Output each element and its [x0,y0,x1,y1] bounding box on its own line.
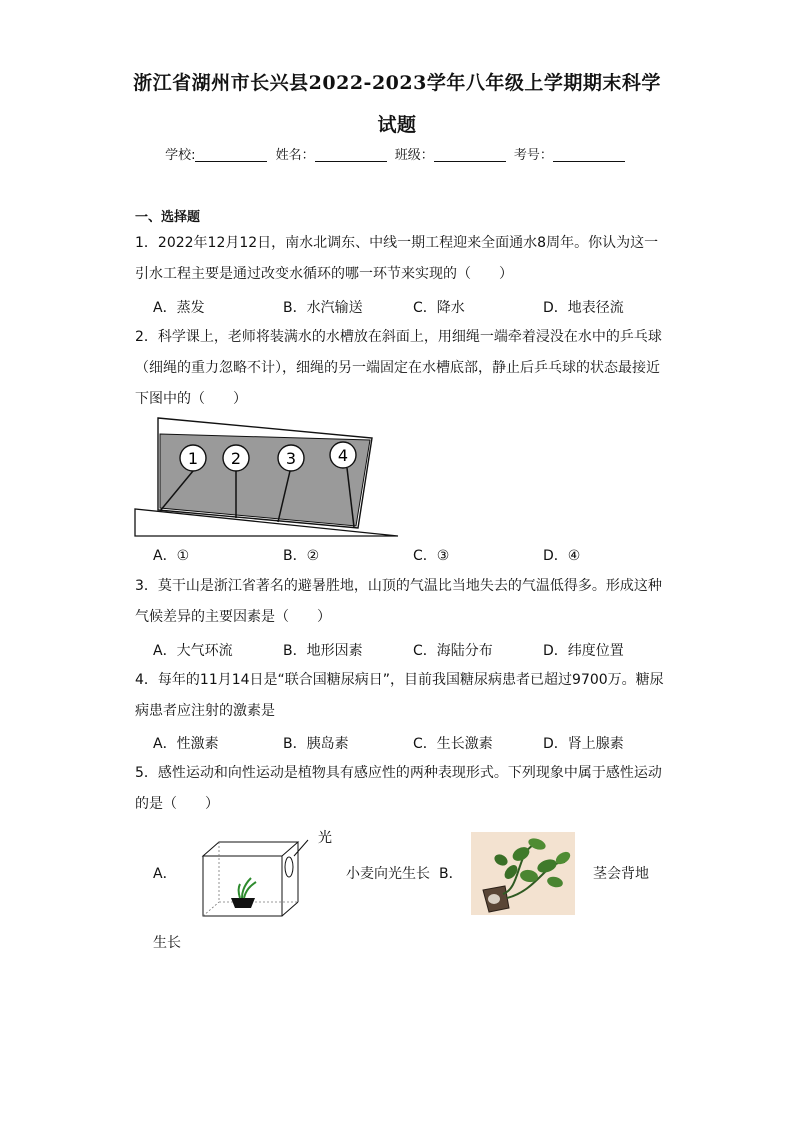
box-edge [282,902,298,916]
name-label: 姓名： [275,148,315,163]
ball-label-4: 4 [337,446,349,465]
pot-opening [488,894,500,904]
option-b-text: 茎会背地 [593,866,649,882]
option-a[interactable]: A．性激素 [153,736,219,752]
school-label: 学校: [165,148,196,163]
question-4-options [153,733,673,753]
option-a[interactable]: A．大气环流 [153,643,233,659]
potted-plant-photo [471,832,575,915]
box-top [203,842,298,856]
question-line: 1．2022年12月12日，南水北调东、中线一期工程迎来全面通水8周年。你认为这一 [135,235,659,251]
question-line: 4．每年的11月14日是“联合国糖尿病日”，目前我国糖尿病患者已超过9700万。糖尿 [135,672,664,688]
option-c[interactable]: C．降水 [413,300,465,316]
ball-label-1: 1 [187,449,199,468]
student-info-row [0,144,794,163]
question-4 [135,665,665,727]
question-line: 引水工程主要是通过改变水循环的哪一环节来实现的（ ） [135,266,513,282]
option-d[interactable]: D．纬度位置 [543,643,624,659]
question-3 [135,571,665,633]
question-1-options [153,297,673,317]
light-hole [285,857,293,877]
box-hidden-edge [203,902,219,916]
option-c[interactable]: C．海陆分布 [413,643,493,659]
water-tank-figure [130,414,405,540]
option-b-label[interactable]: B． [439,866,463,882]
option-c[interactable]: C．③ [413,548,450,564]
name-blank[interactable] [315,147,387,162]
question-line: 3．莫干山是浙江省著名的避暑胜地，山顶的气温比当地失去的气温低得多。形成这种 [135,578,662,594]
exam-no-blank[interactable] [553,147,625,162]
option-a-text: 小麦向光生长 [346,866,430,882]
option-d[interactable]: D．地表径流 [543,300,624,316]
question-3-options [153,640,673,660]
option-b[interactable]: B．② [283,548,320,564]
section-title: 一、选择题 [135,210,201,225]
ball-label-2: 2 [230,449,242,468]
option-d[interactable]: D．肾上腺素 [543,736,624,752]
option-a-label[interactable]: A． [153,866,177,882]
wheat-seedling [239,884,241,898]
school-blank[interactable] [195,147,267,162]
option-b[interactable]: B．水汽输送 [283,300,363,316]
question-2 [135,322,665,415]
option-a[interactable]: A．蒸发 [153,300,205,316]
option-b[interactable]: B．地形因素 [283,643,363,659]
option-b-text-continued: 生长 [153,935,181,951]
question-5 [135,758,665,820]
question-1 [135,228,665,290]
class-label: 班级： [394,148,434,163]
question-line: 5．感性运动和向性运动是植物具有感应性的两种表现形式。下列现象中属于感性运动 [135,765,662,781]
question-line: （细绳的重力忽略不计），细绳的另一端固定在水槽底部，静止后乒乓球的状态最接近 [135,360,660,376]
option-a[interactable]: A．① [153,548,190,564]
question-line: 下图中的（ ） [135,391,247,407]
plant-pot [231,898,255,908]
light-label: 光 [318,830,332,846]
page-title-line2: 试题 [377,114,417,136]
page-title-line1: 浙江省湖州市长兴县2022-2023学年八年级上学期期末科学 [133,72,661,94]
option-d[interactable]: D．④ [543,548,581,564]
question-line: 2．科学课上，老师将装满水的水槽放在斜面上，用细绳一端牵着浸没在水中的乒乓球 [135,329,662,345]
wheat-light-box-figure [198,826,348,918]
question-2-options [153,545,673,565]
exam-no-label: 考号： [513,148,553,163]
option-b[interactable]: B．胰岛素 [283,736,349,752]
class-blank[interactable] [434,147,506,162]
ball-label-3: 3 [285,449,297,468]
option-c[interactable]: C．生长激素 [413,736,493,752]
question-line: 气候差异的主要因素是（ ） [135,609,331,625]
question-line: 病患者应注射的激素是 [135,703,275,719]
question-line: 的是（ ） [135,796,219,812]
